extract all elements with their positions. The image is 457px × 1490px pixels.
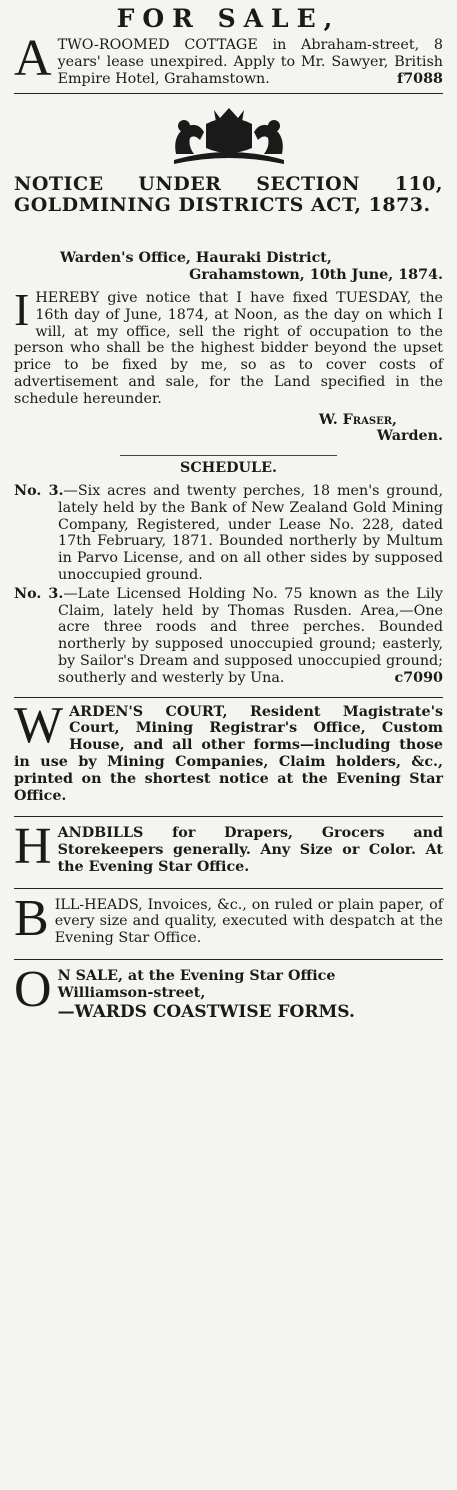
divider [14, 959, 443, 960]
schedule-item: No. 3.—Late Licensed Holding No. 75 known as the Lily Claim, lately held by Thomas Rusden. Area,—One acre three roods and three perches. Bounded northerly by supposed unoccupied ground; easterly, by Sailor's Dream and supposed unoccupied ground; southerly and westerly by Una. c7090 [14, 585, 443, 686]
for-sale-ad [0, 30, 457, 87]
divider [120, 455, 337, 456]
schedule-item: No. 3.—Six acres and twenty perches, 18 men's ground, lately held by the Bank of New Zealand Gold Mining Company, Registered, under Lease No. 228, dated 17th February, 1871. Bounded northerly by Multum in Parvo License, and on all other sides by supposed unoccupied ground. [14, 482, 443, 583]
notice-title: NOTICE UNDER SECTION 110, GOLDMINING DISTRICTS ACT, 1873. [14, 173, 443, 217]
notice-office: Warden's Office, Hauraki District, [60, 250, 332, 267]
on-sale-ad: O N SALE, at the Evening Star Office Williamson-street, —WARDS COASTWISE FORMS. [14, 961, 355, 1022]
ad-reference: c7090 [394, 669, 443, 686]
notice-signer: W. Fraser, [318, 411, 397, 428]
notice-signer-title: Warden. [376, 428, 443, 445]
for-sale-heading: FOR SALE, [116, 4, 341, 33]
handbills-ad: H ANDBILLS for Drapers, Grocers and Storekeepers generally. Any Size or Color. At the Evening Star Office. [14, 818, 443, 876]
drop-cap: A [14, 30, 52, 87]
billheads-ad: B ILL-HEADS, Invoices, &c., on ruled or plain paper, of every size and quality, executed with despatch at the Evening Star Office. [14, 889, 443, 947]
for-sale-body: TWO-ROOMED COTTAGE in Abraham-street, 8 years' lease unexpired. Apply to Mr. Sawyer, British Empire Hotel, Grahamstown. [57, 37, 443, 87]
divider [14, 93, 443, 94]
notice-body: I HEREBY give notice that I have fixed TUESDAY, the 16th day of June, 1874, at Noon, as the day on which I will, at my office, sell the right of occupation to the person who shall be the highest bidder beyond the upset price to be fixed by me, so as to cover costs of advertisement and sale, for the Land specified in the schedule hereunder. [14, 283, 443, 407]
notice-date: Grahamstown, 10th June, 1874. [189, 267, 443, 284]
drop-cap: H [14, 818, 52, 876]
divider [14, 697, 443, 698]
court-forms-ad: W ARDEN'S COURT, Resident Magistrate's Court, Mining Registrar's Office, Custom House, and all other forms—including those in use by Mining Companies, Claim holders, &c., printed on the shortest notice at the Evening Star Office. [14, 696, 443, 804]
drop-cap: O [14, 961, 52, 1019]
drop-cap: W [14, 696, 64, 754]
royal-crest-icon [154, 104, 304, 168]
drop-cap: B [14, 889, 49, 947]
ad-reference: f7088 [397, 70, 443, 87]
schedule-heading: SCHEDULE. [180, 460, 277, 477]
drop-cap: I [14, 283, 30, 335]
divider [14, 816, 443, 817]
divider [14, 888, 443, 889]
